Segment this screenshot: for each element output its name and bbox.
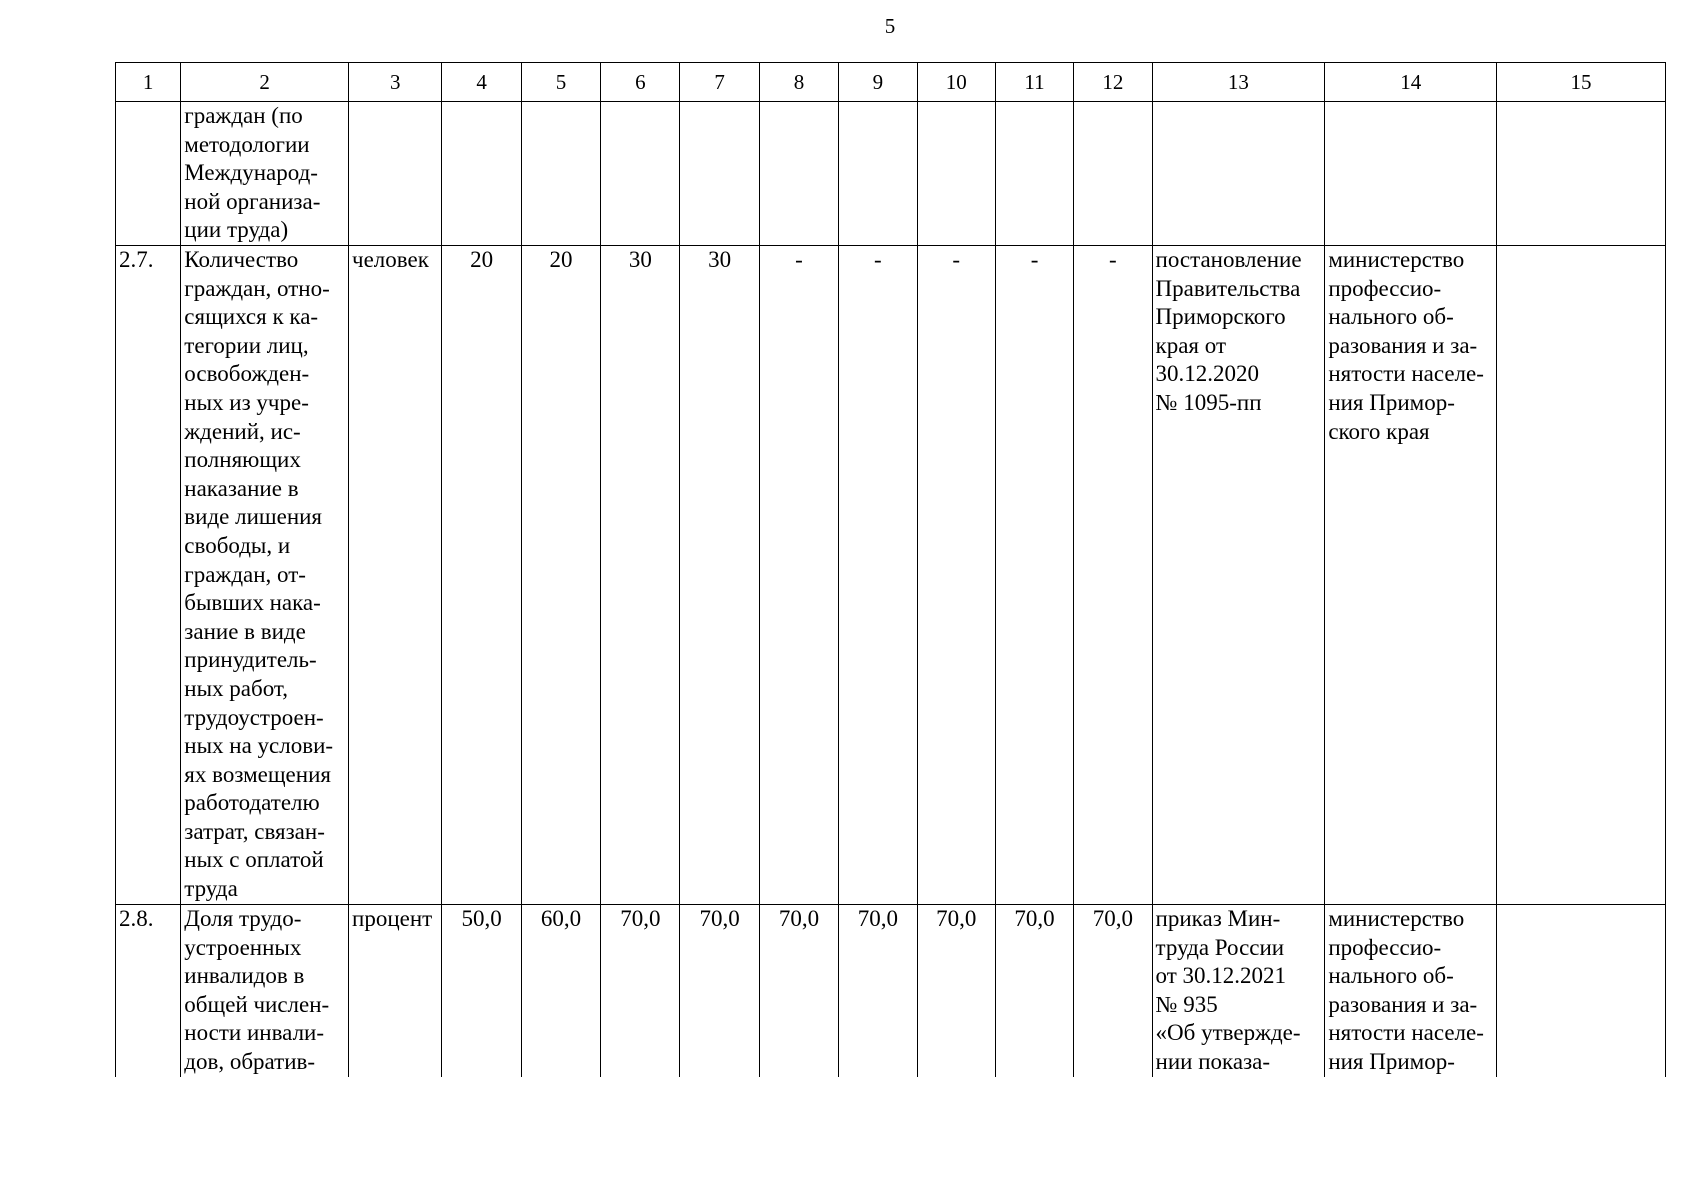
responsible-cell: министерство профессио- нального об- разования и за- нятости населе- ния Примор-: [1325, 905, 1497, 1077]
unit-cell: [349, 102, 442, 246]
value-cell: [442, 102, 521, 246]
indicator-name: Количество граждан, отно- сящихся к ка- тегории лиц, освобожден- ных из учре- ждений, ис- полняющих наказание в виде лишения свободы, и граждан, от- бывших нака- зание в виде принудитель- ных работ, трудоустроен- ных на услови- ях возмещения работодателю затрат, связан- ных с оплатой труда: [181, 246, 349, 905]
header-col-14: 14: [1325, 63, 1497, 102]
table-row: [116, 246, 1666, 905]
header-col-7: 7: [680, 63, 759, 102]
value-cell: 70,0: [995, 905, 1073, 1077]
row-number: 2.8.: [116, 905, 181, 1077]
value-cell: [917, 102, 995, 246]
responsible-cell: [1325, 102, 1497, 246]
value-cell: -: [995, 246, 1073, 905]
value-cell: 70,0: [839, 905, 917, 1077]
indicator-name: Доля трудо- устроенных инвалидов в общей числен- ности инвали- дов, обратив-: [181, 905, 349, 1077]
row-number: [116, 102, 181, 246]
value-cell: -: [1074, 246, 1152, 905]
value-cell: 70,0: [1074, 905, 1152, 1077]
value-cell: [680, 102, 759, 246]
value-cell: 20: [521, 246, 600, 905]
value-cell: 70,0: [680, 905, 759, 1077]
table-row: [116, 102, 1666, 246]
header-col-4: 4: [442, 63, 521, 102]
header-col-10: 10: [917, 63, 995, 102]
value-cell: 70,0: [917, 905, 995, 1077]
value-cell: 60,0: [521, 905, 600, 1077]
header-col-12: 12: [1074, 63, 1152, 102]
header-col-13: 13: [1152, 63, 1325, 102]
indicators-table: [115, 62, 1666, 1077]
page-number: 5: [884, 14, 896, 38]
notes-cell: [1497, 246, 1666, 905]
table-row: [116, 905, 1666, 1077]
header-col-3: 3: [349, 63, 442, 102]
unit-cell: процент: [349, 905, 442, 1077]
value-cell: 70,0: [601, 905, 680, 1077]
value-cell: -: [839, 246, 917, 905]
value-cell: 30: [601, 246, 680, 905]
value-cell: [601, 102, 680, 246]
indicator-name: граждан (по методологии Международ- ной организа- ции труда): [181, 102, 349, 246]
value-cell: -: [917, 246, 995, 905]
value-cell: [1074, 102, 1152, 246]
header-col-5: 5: [521, 63, 600, 102]
legal-basis-cell: постановление Правительства Приморского края от 30.12.2020 № 1095-пп: [1152, 246, 1325, 905]
header-row: [116, 63, 1666, 102]
header-col-8: 8: [759, 63, 838, 102]
value-cell: 30: [680, 246, 759, 905]
value-cell: 70,0: [759, 905, 838, 1077]
header-col-15: 15: [1497, 63, 1666, 102]
value-cell: 20: [442, 246, 521, 905]
legal-basis-cell: приказ Мин- труда России от 30.12.2021 № 935 «Об утвержде- нии показа-: [1152, 905, 1325, 1077]
value-cell: [839, 102, 917, 246]
value-cell: [521, 102, 600, 246]
row-number: 2.7.: [116, 246, 181, 905]
value-cell: [995, 102, 1073, 246]
header-col-6: 6: [601, 63, 680, 102]
value-cell: 50,0: [442, 905, 521, 1077]
notes-cell: [1497, 102, 1666, 246]
header-col-1: 1: [116, 63, 181, 102]
notes-cell: [1497, 905, 1666, 1077]
value-cell: [759, 102, 838, 246]
value-cell: -: [759, 246, 838, 905]
responsible-cell: министерство профессио- нального об- разования и за- нятости населе- ния Примор- ского края: [1325, 246, 1497, 905]
header-col-9: 9: [839, 63, 917, 102]
header-col-2: 2: [181, 63, 349, 102]
header-col-11: 11: [995, 63, 1073, 102]
unit-cell: человек: [349, 246, 442, 905]
legal-basis-cell: [1152, 102, 1325, 246]
